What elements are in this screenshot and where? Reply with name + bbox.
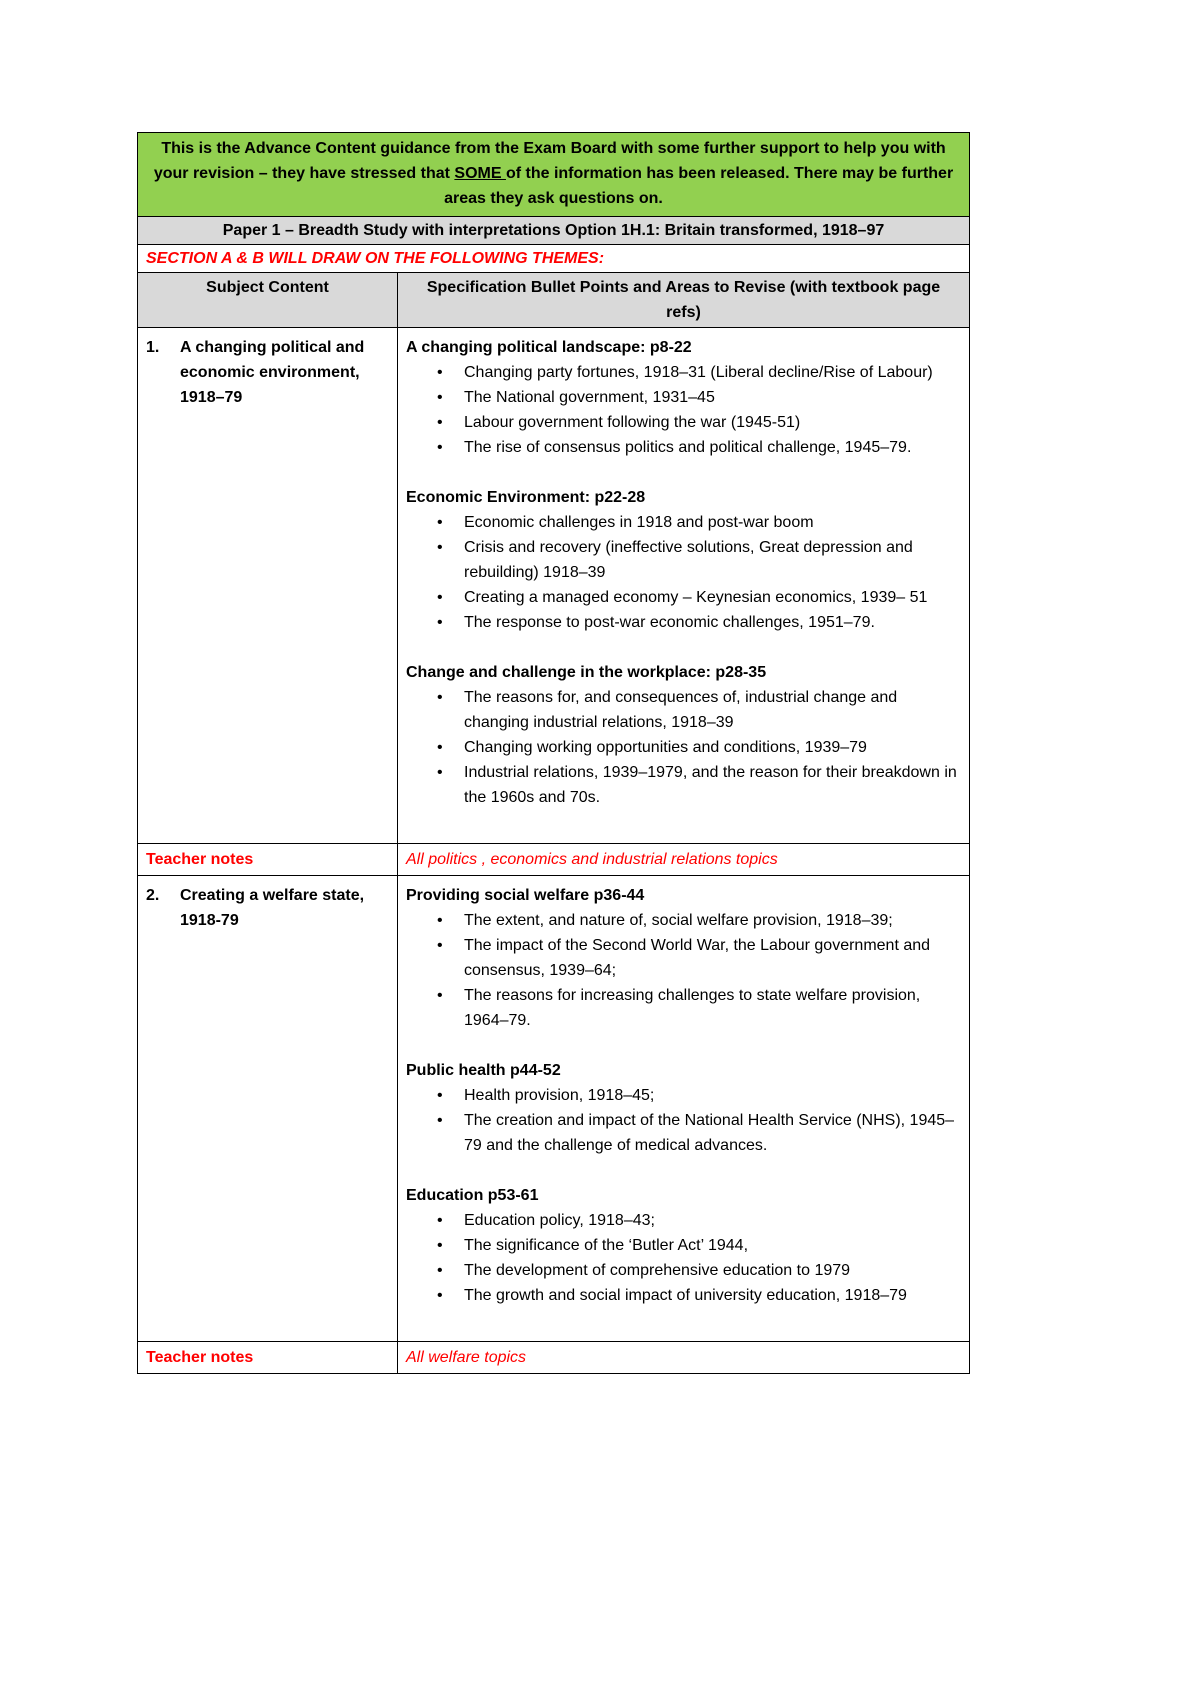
section-themes-note: SECTION A & B WILL DRAW ON THE FOLLOWING THEMES: xyxy=(138,245,970,273)
bullet-item: • The National government, 1931–45 xyxy=(434,385,959,410)
spec-section xyxy=(406,1183,959,1308)
advance-notice xyxy=(138,133,970,217)
bullet-list xyxy=(406,360,959,460)
section-heading: Education p53-61 xyxy=(406,1187,539,1204)
bullet-list xyxy=(406,908,959,1033)
paper-title-row xyxy=(138,217,970,245)
paper-title: Paper 1 – Breadth Study with interpretations Option 1H.1: Britain transformed, 1918–97 xyxy=(138,217,970,245)
notice-row xyxy=(138,133,970,217)
spec-cell xyxy=(398,328,970,844)
bullet-list xyxy=(406,1208,959,1308)
bullet-item: • The reasons for increasing challenges to state welfare provision, 1964–79. xyxy=(434,983,959,1033)
spec-section xyxy=(406,660,959,810)
bullet-list xyxy=(406,1083,959,1158)
bullet-list xyxy=(406,685,959,810)
bullet-list xyxy=(406,510,959,635)
section-heading: A changing political landscape: p8-22 xyxy=(406,339,692,356)
teacher-notes-row xyxy=(138,844,970,876)
bullet-item: • Education policy, 1918–43; xyxy=(434,1208,959,1233)
bullet-item: • The extent, and nature of, social welfare provision, 1918–39; xyxy=(434,908,959,933)
bullet-item: • Changing party fortunes, 1918–31 (Liberal decline/Rise of Labour) xyxy=(434,360,959,385)
subject-line xyxy=(146,883,389,933)
teacher-notes-label: Teacher notes xyxy=(138,1342,398,1374)
bullet-item: • The impact of the Second World War, the Labour government and consensus, 1939–64; xyxy=(434,933,959,983)
row-number: 1. xyxy=(146,339,160,356)
bullet-item: • Changing working opportunities and conditions, 1939–79 xyxy=(434,735,959,760)
bullet-item: • The development of comprehensive education to 1979 xyxy=(434,1258,959,1283)
document-page xyxy=(137,132,970,1374)
bullet-item: • The rise of consensus politics and political challenge, 1945–79. xyxy=(434,435,959,460)
section-heading: Economic Environment: p22-28 xyxy=(406,489,646,506)
section-note-row xyxy=(138,245,970,273)
col-header-subject: Subject Content xyxy=(138,273,398,328)
bullet-item: • Industrial relations, 1939–1979, and the reason for their breakdown in the 1960s and 70s. xyxy=(434,760,959,810)
col-header-spec: Specification Bullet Points and Areas to Revise (with textbook page refs) xyxy=(398,273,970,328)
section-heading: Public health p44-52 xyxy=(406,1062,561,1079)
subject-text: Creating a welfare state, 1918-79 xyxy=(180,887,365,929)
subject-cell xyxy=(138,876,398,1342)
bullet-item: • The creation and impact of the National Health Service (NHS), 1945–79 and the challenge of medical advances. xyxy=(434,1108,959,1158)
table-row xyxy=(138,876,970,1342)
bullet-item: • Health provision, 1918–45; xyxy=(434,1083,959,1108)
bullet-item: • Creating a managed economy – Keynesian economics, 1939– 51 xyxy=(434,585,959,610)
bullet-item: • The growth and social impact of university education, 1918–79 xyxy=(434,1283,959,1308)
spec-section xyxy=(406,883,959,1033)
spec-section xyxy=(406,335,959,460)
spec-cell xyxy=(398,876,970,1342)
notice-text-after: of the information has been released. There may be further areas they ask questions on. xyxy=(444,165,954,207)
teacher-notes-value: All politics , economics and industrial relations topics xyxy=(398,844,970,876)
section-heading: Change and challenge in the workplace: p28-35 xyxy=(406,664,767,681)
spec-section xyxy=(406,485,959,635)
notice-text-underlined: SOME xyxy=(454,165,506,182)
teacher-notes-label: Teacher notes xyxy=(138,844,398,876)
subject-text: A changing political and economic environment, 1918–79 xyxy=(180,339,365,406)
row-number: 2. xyxy=(146,887,160,904)
teacher-notes-value: All welfare topics xyxy=(398,1342,970,1374)
document-table xyxy=(137,132,970,1374)
bullet-item: • The response to post-war economic challenges, 1951–79. xyxy=(434,610,959,635)
bullet-item: • Economic challenges in 1918 and post-war boom xyxy=(434,510,959,535)
subject-cell xyxy=(138,328,398,844)
bullet-item: • Crisis and recovery (ineffective solutions, Great depression and rebuilding) 1918–39 xyxy=(434,535,959,585)
notice-text-before: This is the Advance Content guidance from the Exam Board with some further support to help you with your revision – they have stressed that xyxy=(153,140,946,182)
teacher-notes-row xyxy=(138,1342,970,1374)
spec-section xyxy=(406,1058,959,1158)
column-header-row xyxy=(138,273,970,328)
section-heading: Providing social welfare p36-44 xyxy=(406,887,645,904)
bullet-item: • The significance of the ‘Butler Act’ 1944, xyxy=(434,1233,959,1258)
table-row xyxy=(138,328,970,844)
bullet-item: • The reasons for, and consequences of, industrial change and changing industrial relations, 1918–39 xyxy=(434,685,959,735)
bullet-item: • Labour government following the war (1945-51) xyxy=(434,410,959,435)
subject-line xyxy=(146,335,389,410)
